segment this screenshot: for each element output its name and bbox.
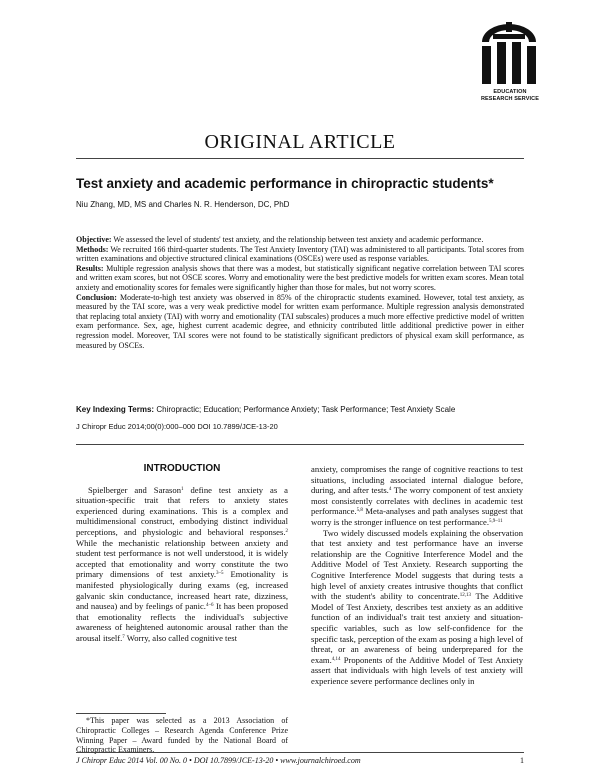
- objective-label: Objective:: [76, 235, 112, 244]
- footnote-divider: [76, 713, 166, 714]
- reference[interactable]: 1: [181, 486, 184, 492]
- education-research-service-logo: [479, 22, 539, 86]
- reference[interactable]: 5,8: [356, 508, 363, 514]
- abstract-methods: [76, 245, 524, 264]
- logo-text-education: EDUCATION: [493, 89, 527, 95]
- body-paragraph: Two widely discussed models explaining the observation that test anxiety and test performance have an inverse relationship are the Cognitive Interference Model and the Additive Model of Test Anxiety. Research supporting the Cognitive Interference Model suggests that during tests a high level of anxiety creates intrusive thoughts that conflict with the student's ability to concentrate.$^{12,13}$ The Additive Model of Test Anxiety, describes test anxiety as an additive function of an individual's trait test anxiety and situation-specific variables, such as low self-confidence for the specific task, perception of the exam as posing a high level of threat, or an awareness of being underprepared for the exam.$^{4,14}$ Proponents of the Additive Model of Test Anxiety assert that individuals with high levels of test anxiety will experience severe performance declines only in: [311, 527, 523, 686]
- footer-divider: [76, 752, 524, 753]
- introduction-heading: INTRODUCTION: [143, 463, 221, 474]
- section-heading: ORIGINAL ARTICLE: [204, 131, 396, 153]
- body-paragraph: Spielberger and Sarason$^1$ define test anxiety as a situation-specific trait that refers to anxiety states experienced during examinations. This is a complex and multidimensional construct, embodying distinct individual perceptions, and physiologic and behavioral responses.$^2$ While the mechanistic relationship between anxiety and student test performance is not well understood, it is widely accepted that emotionality and worry constitute the two primary dimensions of test anxiety.$^{3-5}$ Emotionality is manifested physiologically during exams (eg, increased galvanic skin conductance, increased heart rate, dizziness, and nausea) and by feelings of panic.$^{4-6}$ It has been proposed that emotionality reflects the individual's subjective awareness of heightened autonomic arousal rather than the arousal itself.$^7$ Worry, also called cognitive test: [76, 484, 288, 643]
- authors: Niu Zhang, MD, MS and Charles N. R. Henderson, DC, PhD: [76, 200, 290, 209]
- methods-label: Methods:: [76, 244, 109, 254]
- article-title: Test anxiety and academic performance in chiropractic students*: [76, 176, 494, 191]
- footnote: *This paper was selected as a 2013 Association of Chiropractic Colleges – Research Agenda Conference Prize Winning Paper – Award funded by the National Board of Chiropractic Examiners.: [76, 716, 288, 755]
- reference[interactable]: 4: [388, 487, 392, 493]
- page-number: 1: [520, 756, 524, 765]
- conclusion-label: Conclusion:: [76, 292, 117, 302]
- running-footer: J Chiropr Educ 2014 Vol. 00 No. 0 • DOI 10.7899/JCE-13-20 • www.journalchiroed.com: [76, 756, 361, 765]
- divider: [76, 158, 524, 159]
- reference[interactable]: 4–6: [205, 603, 214, 609]
- abstract-results: [76, 264, 524, 293]
- keywords-text: Chiropractic; Education; Performance Anxiety; Task Performance; Test Anxiety Scale: [156, 405, 456, 414]
- abstract-conclusion: [76, 293, 524, 351]
- results-label: Results:: [76, 263, 104, 273]
- abstract-objective: [76, 235, 524, 245]
- divider: [76, 444, 524, 445]
- body-column-left: [76, 464, 288, 644]
- objective-text: We assessed the level of students' test anxiety, and the relationship between test anxiety and academic performance.: [113, 235, 484, 244]
- citation: J Chiropr Educ 2014;00(0):000–000 DOI 10.7899/JCE-13-20: [76, 422, 278, 431]
- reference[interactable]: 2: [285, 528, 288, 534]
- key-indexing-terms: [76, 405, 524, 414]
- body-column-right: [311, 464, 523, 686]
- conclusion-text: Moderate-to-high test anxiety was observed in 85% of the chiropractic students examined. However, total test anxiety, as measured by the TAI score, was a very weak predictive model for written exam performance. Multiple regression analysis demonstrated that replacing total anxiety (TAI) with worry and emotionality (TAI subscales) produces a much more effective predictive model of written exam performance. Sex, age, highest current academic degree, and ethnicity contributed little additional predictive power in either regression model. Moreover, TAI scores were not found to be statistically significant predictors of physical exam skill performance, as measured by OSCEs.: [76, 292, 525, 350]
- keywords-label: Key Indexing Terms:: [76, 405, 155, 414]
- body-paragraph: anxiety, compromises the range of cognitive reactions to test situations, including associated internal dialogue before, during, and after tests.$^4$ The worry component of test anxiety most consistently correlates with declines in academic test performance.$^{5,8}$ Meta-analyses and path analyses suggest that worry is the stronger influence on test performance.$^{5,9-11}$: [311, 464, 523, 527]
- logo-text-research-service: RESEARCH SERVICE: [480, 96, 540, 102]
- reference[interactable]: 12,13: [459, 593, 472, 599]
- methods-text: We recruited 166 third-quarter students. The Test Anxiety Inventory (TAI) was administered to all participants. Total scores from written examinations and objective structured clinical examinations (OSCEs) were used as response variables.: [76, 244, 525, 264]
- reference[interactable]: 4,14: [331, 656, 341, 662]
- reference[interactable]: 3–5: [216, 571, 224, 577]
- results-text: Multiple regression analysis shows that there was a modest, but statistically significant negative correlation between TAI scores and written exam scores, but not OSCE scores. Worry and emotionality were the best predictive models for written exam scores. Mean total anxiety and emotionality scores for females were significantly higher than those for males, but not worry scores.: [76, 263, 524, 292]
- reference[interactable]: 7: [122, 634, 125, 640]
- reference[interactable]: 5,9–11: [489, 518, 503, 524]
- abstract: [76, 235, 524, 350]
